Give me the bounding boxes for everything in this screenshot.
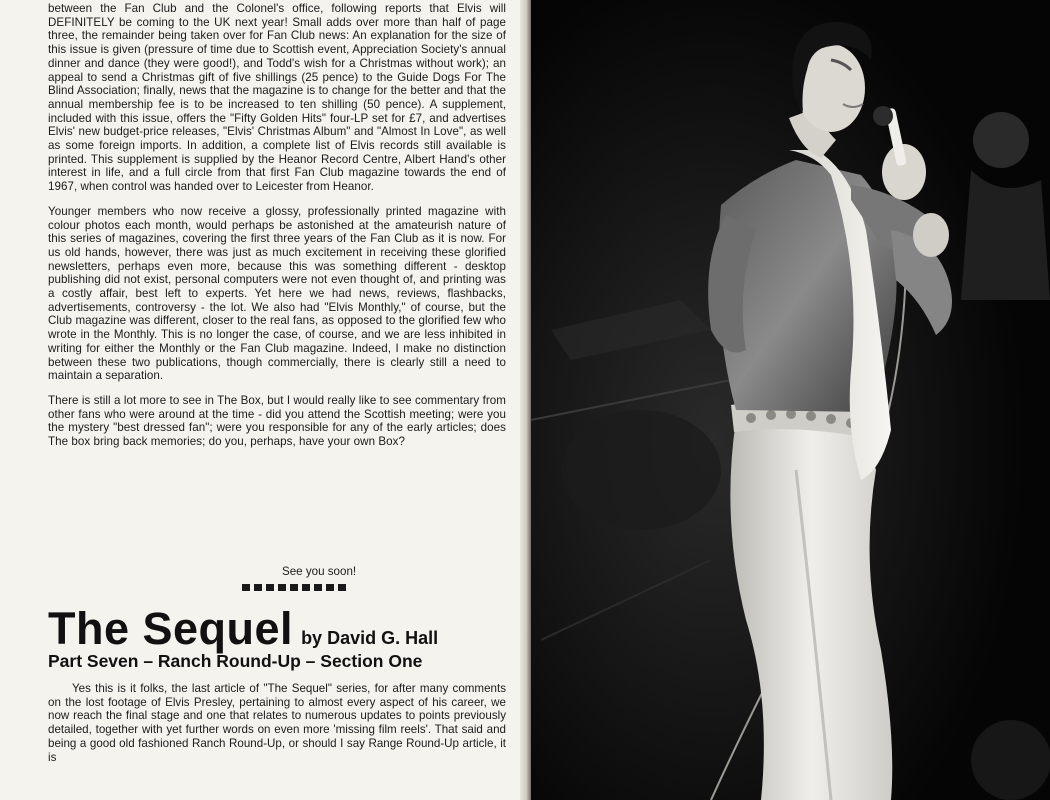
article-title: The Sequel bbox=[48, 603, 294, 654]
article-byline: by David G. Hall bbox=[301, 628, 439, 648]
elvis-concert-photo bbox=[531, 0, 1050, 800]
paragraph-the-box: There is still a lot more to see in The Box, but I would really like to see commentary from other fans who were around at the time - did you attend the Scottish meeting; were you the mystery "best dressed fan"; were you responsible for any of the early articles; does The box bring back memories; do you, perhaps, have your own Box? bbox=[48, 393, 506, 449]
paragraph-younger-members: Younger members who now receive a glossy, professionally printed magazine with colour photos each month, would perhaps be astonished at the amateurish nature of this series of magazines, covering the first three years of the Fan Club as it is now. For us old hands, however, there was just as much excitement in receiving these glorified newsletters, perhaps even more, because this was something different - desktop publishing did not exist, personal computers were not even thought of, and printing was a costly affair, best left to experts. Yet here we had news, reviews, flashbacks, advertisements, controversy - the lot. We also had "Elvis Monthly," of course, but the Club magazine was different, closer to the real fans, as opposed to the glorified few who wrote in the Monthly. This is no longer the case, of course, and we are less inhibited in writing for either the Monthly or the Fan Club magazine. Indeed, I make no distinction between these two publications, though commercially, there is clearly still a need to maintain a separation. bbox=[48, 204, 506, 383]
sign-off: See you soon! bbox=[282, 565, 357, 578]
right-page-photo bbox=[531, 0, 1050, 800]
article-text-column bbox=[48, 2, 506, 460]
article-intro: Yes this is it folks, the last article of "The Sequel" series, for after many comments on the lost footage of Elvis Presley, pertaining to almost every aspect of his career, we now reach the final stage and one that relates to numerous updates to points previously detailed, together with yet further words on even more 'missing film reels'. That said and being a good old fashioned Ranch Round-Up, or should I say Range Round-Up article, it is bbox=[48, 682, 506, 764]
paragraph-fan-club-news: between the Fan Club and the Colonel's office, following reports that Elvis will DEFINITELY be coming to the UK next year! Small adds over more than half of page three, the remainder being taken over for Fan Club news: An explanation for the size of this issue is given (pressure of time due to Scottish event, Appreciation Society's annual dinner and dance (they were good!), and Todd's wish for a Christmas without work); an appeal to send a Christmas gift of five shillings (25 pence) to the Guide Dogs For The Blind Association; finally, news that the magazine is to change for the better and that the annual membership fee is to be increased to ten shilling (50 pence). A supplement, included with this issue, offers the "Fifty Golden Hits" four-LP set for £7, and advertises Elvis' new budget-price releases, "Elvis' Christmas Album" and "Almost In Love", as well as some foreign imports. In addition, a complete list of Elvis records still available is printed. This supplement is supplied by the Heanor Record Centre, Albert Hand's other interest in life, and a full circle from that first Fan Club magazine towards the end of 1967, when control was handed over to Leicester from Heanor. bbox=[48, 2, 506, 194]
article-subtitle: Part Seven – Ranch Round-Up – Section One bbox=[48, 651, 423, 671]
section-divider bbox=[242, 584, 346, 591]
article-heading bbox=[48, 603, 438, 655]
